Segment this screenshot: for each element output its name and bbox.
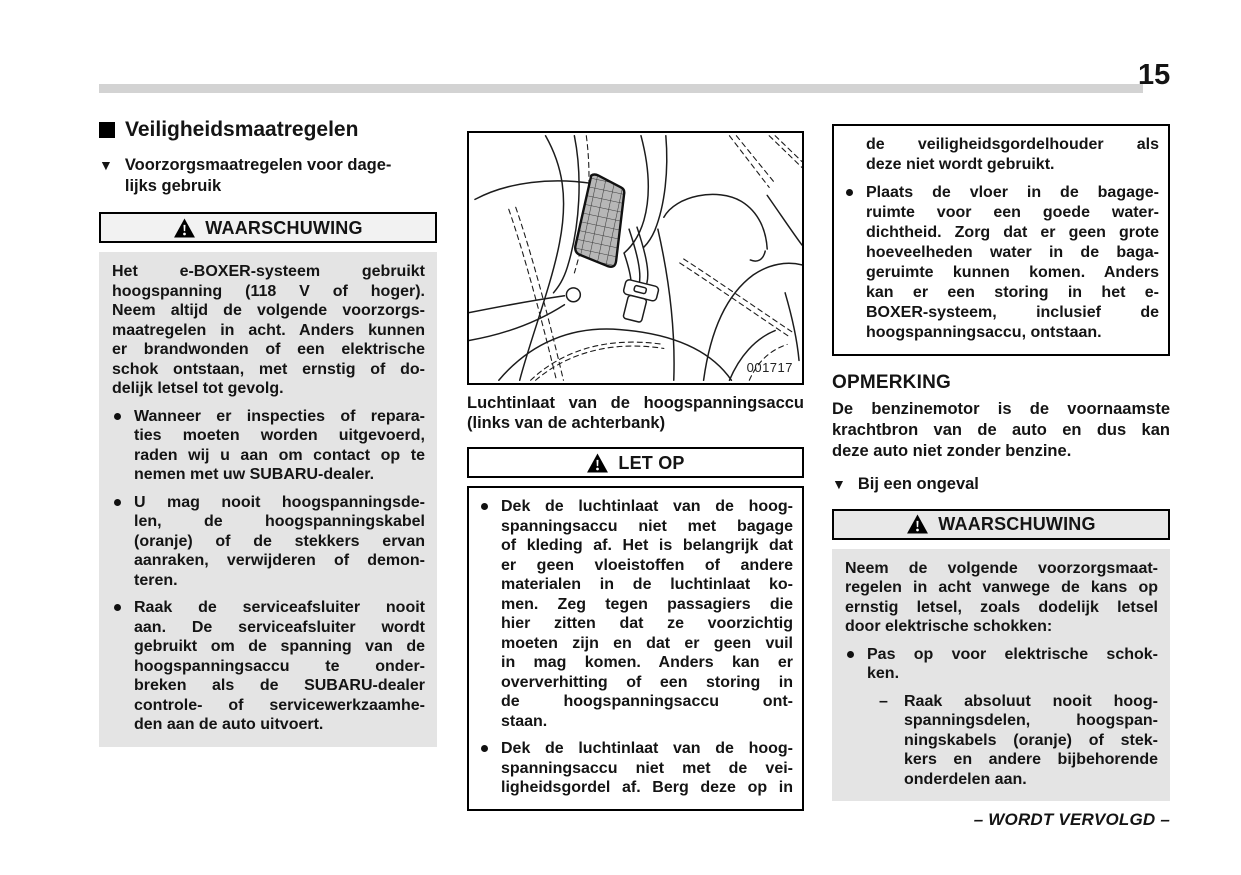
warning-intro: Neem de volgende voorzorgsmaat- regelen in acht vanwege de kans op ernstig letsel, zoals dodelijk letsel door elektrische schokken: (845, 559, 1158, 635)
sub-list-item (879, 692, 1158, 790)
list-item (844, 183, 1159, 343)
bullet-icon (481, 745, 488, 752)
header-rule (99, 84, 1143, 93)
warning-header-label: WAARSCHUWING (205, 217, 363, 238)
note-text: De benzinemotor is de voornaamste krachtbron van de auto en dus kan deze auto niet zonder benzine. (832, 400, 1170, 460)
warning-triangle-icon (586, 453, 609, 473)
warning-header-label: WAARSCHUWING (938, 514, 1096, 534)
bullet-icon (114, 413, 121, 420)
subsection-title-label: Voorzorgsmaatregelen voor dage- lijks gebruik (124, 156, 392, 195)
caution-header (467, 447, 804, 478)
bullet-icon (847, 651, 854, 658)
subsection-title-label: Bij een ongeval (857, 475, 979, 493)
page-number: 15 (1138, 59, 1171, 91)
list-item-text: Plaats de vloer in de bagage- ruimte voor een goede water- dichtheid. Zorg dat er geen grote hoeveelheden water in de baga- geruimte kunnen komen. Anders kan er een storing in het e- BOXER-systeem, inclusief de hoogspanningsaccu, ontstaan. (866, 184, 1159, 341)
list-item (112, 598, 425, 735)
sub-list-item-text: Raak absoluut nooit hoog- spanningsdelen, hoogspan- ningskabels (oranje) of stek- kers en andere bijbehorende onderdelen aan. (904, 692, 1158, 788)
dash-icon: – (879, 692, 888, 710)
section-square-icon (99, 122, 115, 138)
list-item (479, 497, 793, 731)
list-item-text: Dek de luchtinlaat van de hoog- spanningsaccu niet met bagage of kleding af. Het is belangrijk dat er geen vloeistoffen of andere materialen in de luchtinlaat ko- men. Zeg tegen passagiers die hier zitten dat ze voorzichtig moeten zijn en dat er geen vuil in mag komen. Anders kan er oververhitting of een storing in de hoogspanningsaccu ont- staan. (501, 498, 793, 730)
warning-content-box (832, 549, 1170, 802)
continued-note: – WORDT VERVOLGD – (973, 810, 1170, 829)
seatbelt-buckle (617, 279, 659, 325)
right-column (832, 124, 1170, 830)
list-item-text: Raak de serviceafsluiter nooit aan. De serviceafsluiter wordt gebruikt om de spanning van de hoogspanningsaccu te onder- breken als de SUBARU-dealer controle- of servicewerkzaamhe- den aan de auto uitvoert. (134, 599, 425, 733)
warning-header (99, 212, 437, 243)
figure-number: 001717 (746, 360, 793, 375)
warning-triangle-icon (173, 218, 196, 238)
air-inlet-illustration (469, 133, 802, 383)
caution-content-box (467, 486, 804, 811)
subsection-title (832, 474, 1170, 495)
bullet-icon (114, 604, 121, 611)
warning-header (832, 509, 1170, 540)
middle-column (467, 131, 804, 811)
section-title (99, 118, 437, 142)
triangle-marker-icon: ▼ (832, 476, 846, 492)
continuation-box (832, 124, 1170, 356)
list-item-text: U mag nooit hoogspanningsde- len, de hoogspanningskabel (oranje) of de stekkers ervan aanraken, verwijderen of demon- teren. (134, 493, 425, 589)
warning-triangle-icon (906, 514, 929, 534)
subsection-title (99, 155, 437, 196)
left-column (99, 118, 437, 747)
list-item (112, 407, 425, 485)
continuation-text: de veiligheidsgordelhouder als deze niet wordt gebruikt. (866, 136, 1159, 173)
figure-caption: Luchtinlaat van de hoogspanningsaccu (links van de achterbank) (467, 394, 804, 432)
section-title-label: Veiligheidsmaatregelen (125, 118, 359, 141)
air-inlet-grille (575, 175, 624, 267)
caution-header-label: LET OP (618, 452, 685, 473)
list-item (479, 739, 793, 798)
bullet-icon (114, 499, 121, 506)
warning-content-box (99, 252, 437, 747)
list-item-text: Wanneer er inspecties of repara- ties moeten worden uitgevoerd, raden wij u aan om contact op te nemen met uw SUBARU-dealer. (134, 407, 425, 483)
warning-intro: Het e-BOXER-systeem gebruikt hoogspanning (118 V of hoger). Neem altijd de volgende voorzorgs- maatregelen in acht. Anders kunnen er brandwonden of een elektrische schok ontstaan, met ernstig of do- delijk letsel tot gevolg. (112, 263, 425, 397)
note-title: OPMERKING (832, 372, 951, 393)
list-item (112, 493, 425, 591)
bullet-icon (481, 503, 488, 510)
list-item (845, 645, 1158, 684)
bullet-icon (846, 189, 853, 196)
triangle-marker-icon: ▼ (99, 157, 113, 173)
list-item-text: Pas op voor elektrische schok- ken. (867, 645, 1158, 682)
list-item-text: Dek de luchtinlaat van de hoog- spanningsaccu niet met de vei- ligheidsgordel af. Berg deze op in (501, 740, 793, 796)
figure-box (467, 131, 804, 385)
